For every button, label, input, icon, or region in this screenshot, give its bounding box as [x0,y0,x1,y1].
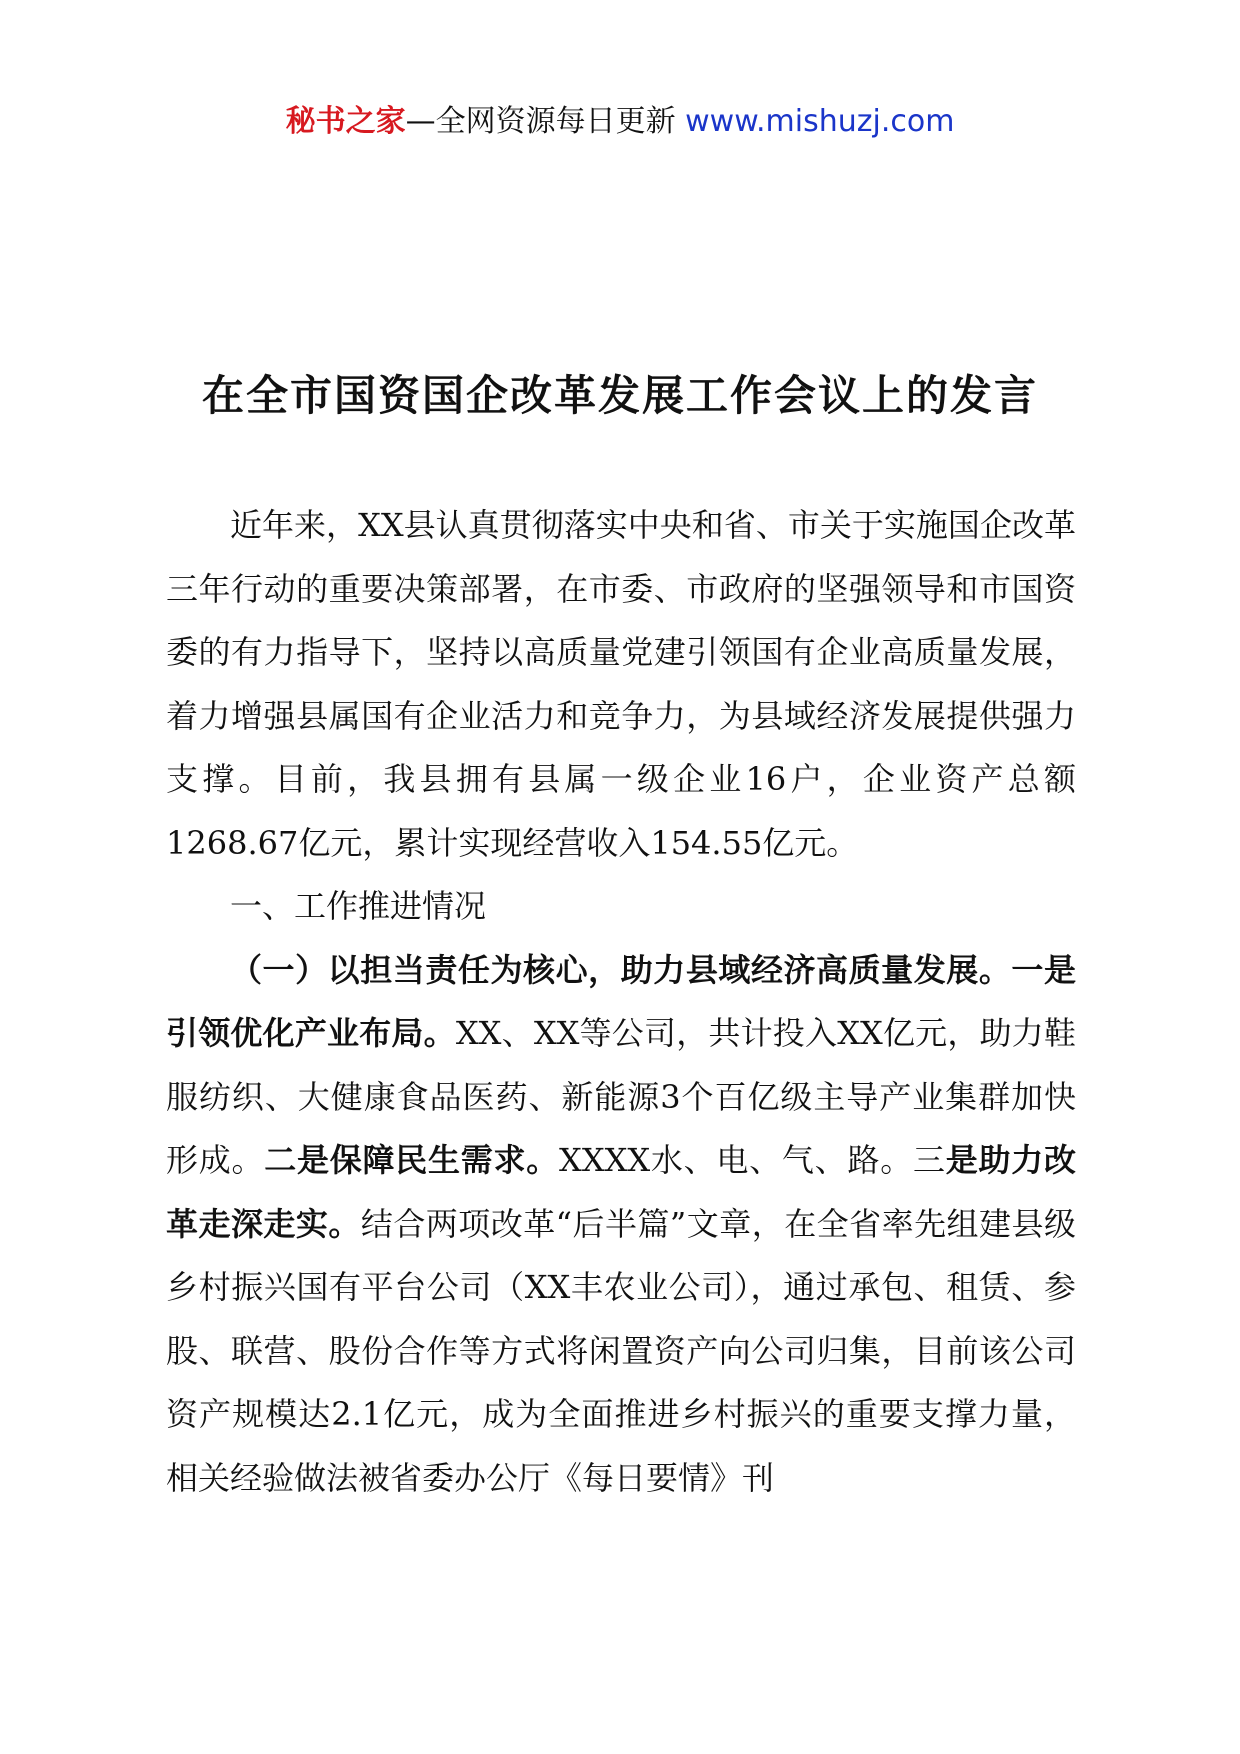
subsection-paragraph [166,939,1076,1511]
point-title: 一是引领优化产业布局。 [166,950,1076,1052]
document-title: 在全市国资国企改革发展工作会议上的发言 [201,371,1038,420]
site-url-link[interactable]: www.mishuzj.com [685,104,955,139]
point-title: 是助力改革走深走实。 [166,1141,1076,1243]
point-text: XXXX水、电、气、路。三 [559,1141,946,1179]
intro-paragraph: 近年来，XX县认真贯彻落实中央和省、市关于实施国企改革三年行动的重要决策部署，在市委、市政府的坚强领导和市国资委的有力指导下，坚持以高质量党建引领国有企业高质量发展，着力增强县属国有企业活力和竞争力，为县域经济发展提供强力支撑。目前，我县拥有县属一级企业16户，企业资产总额1268.67亿元，累计实现经营收入154.55亿元。 [166,506,1076,862]
point-text: 结合两项改革“后半篇”文章，在全省率先组建县级乡村振兴国有平台公司（XX丰农业公司），通过承包、租赁、参股、联营、股份合作等方式将闲置资产向公司归集，目前该公司资产规模达2.1亿元，成为全面推进乡村振兴的重要支撑力量，相关经验做法被省委办公厅《每日要情》刊 [166,1204,1076,1497]
section-heading: 一、工作推进情况 [230,887,487,925]
point-title: 二是保障民生需求。 [264,1141,560,1179]
point-text: XX、XX等公司，共计投入XX亿元，助力鞋服纺织、大健康食品医药、新能源3个百亿级主导产业集群加快形成。 [166,1014,1076,1179]
site-tagline: —全网资源每日更新 [405,104,676,139]
subsection-heading: （一）以担当责任为核心，助力县域经济高质量发展。 [230,950,1012,989]
document-body [166,494,1076,1510]
site-header [0,100,1240,144]
site-brand: 秘书之家 [285,104,406,139]
